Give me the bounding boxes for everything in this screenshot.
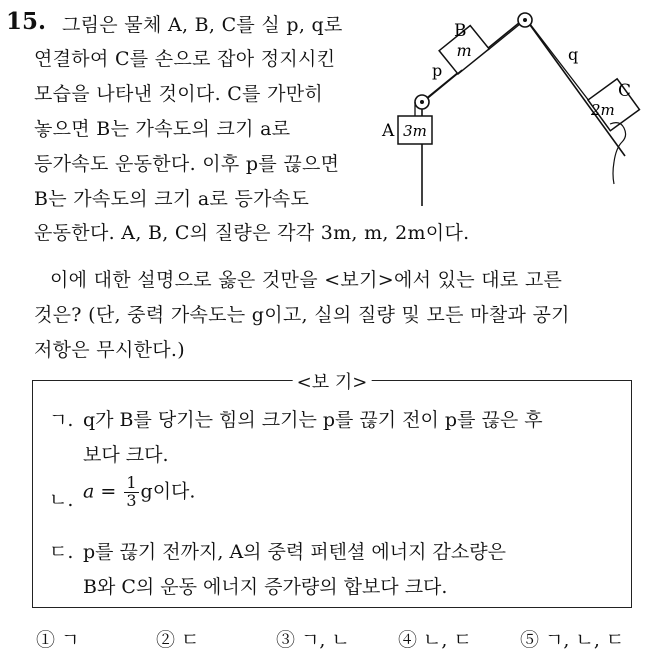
choice-4[interactable]: ④ ㄴ, ㄷ	[398, 629, 472, 651]
label-A: A	[382, 121, 395, 141]
mass-C-label: 2m	[591, 101, 615, 119]
top-pulley-axle	[523, 18, 527, 22]
label-C: C	[618, 81, 632, 101]
stem-line-7: 운동한다. A, B, C의 질량은 각각 3m, m, 2m이다.	[34, 222, 470, 244]
stem-line-4: 놓으면 B는 가속도의 크기 a로	[34, 118, 291, 140]
bogi-item-1-line-2: 보다 크다.	[83, 444, 169, 466]
fraction-denominator: 3	[126, 490, 137, 510]
bogi-item-3-line-1: p를 끊기 전까지, A의 중력 퍼텐셜 에너지 감소량은	[83, 541, 506, 563]
label-B: B	[454, 21, 467, 41]
fraction	[124, 475, 138, 510]
instruction-line-2: 것은? (단, 중력 가속도는 g이고, 실의 질량 및 모든 마찰과 공기	[34, 304, 570, 326]
mass-B-label: m	[456, 40, 472, 60]
choice-5[interactable]: ⑤ ㄱ, ㄴ, ㄷ	[520, 629, 625, 651]
instruction-line-3: 저항은 무시한다.)	[34, 339, 185, 361]
bogi-title: <보 기>	[293, 368, 372, 394]
choice-1[interactable]: ① ㄱ	[36, 629, 80, 651]
mass-A-label: 3m	[403, 122, 427, 140]
bogi-box	[32, 372, 632, 608]
question-number: 15.	[6, 8, 47, 35]
left-pulley-axle	[420, 100, 424, 104]
stem-line-5: 등가속도 운동한다. 이후 p를 끊으면	[34, 153, 340, 175]
choice-2[interactable]: ② ㄷ	[156, 629, 200, 651]
stem-line-2: 연결하여 C를 손으로 잡아 정지시킨	[34, 48, 336, 70]
string-to-top-pulley	[488, 24, 520, 50]
label-p: p	[432, 61, 443, 80]
formula-lhs: a =	[83, 480, 117, 503]
stem-line-3: 모습을 나타낸 것이다. C를 가만히	[34, 83, 324, 105]
fraction-numerator: 1	[126, 473, 137, 492]
bogi-item-1-mark: ㄱ.	[49, 409, 74, 431]
stem-line-1: 그림은 물체 A, B, C를 실 p, q로	[62, 14, 343, 36]
bogi-item-1-line-1: q가 B를 당기는 힘의 크기는 p를 끊기 전이 p를 끊은 후	[83, 409, 543, 431]
bogi-item-3-mark: ㄷ.	[49, 541, 74, 563]
stem-line-6: B는 가속도의 크기 a로 등가속도	[34, 188, 310, 210]
bogi-item-2-formula	[83, 475, 195, 510]
instruction-line-1: 이에 대한 설명으로 옳은 것만을 <보기>에서 있는 대로 고른	[50, 269, 563, 291]
bogi-item-3-line-2: B와 C의 운동 에너지 증가량의 합보다 크다.	[83, 576, 448, 598]
bogi-item-2-mark: ㄴ.	[49, 489, 74, 511]
label-q: q	[568, 45, 579, 64]
pulley-figure	[370, 6, 655, 216]
choice-3[interactable]: ③ ㄱ, ㄴ	[276, 629, 350, 651]
formula-rhs: g이다.	[140, 480, 196, 503]
string-q	[530, 24, 596, 110]
